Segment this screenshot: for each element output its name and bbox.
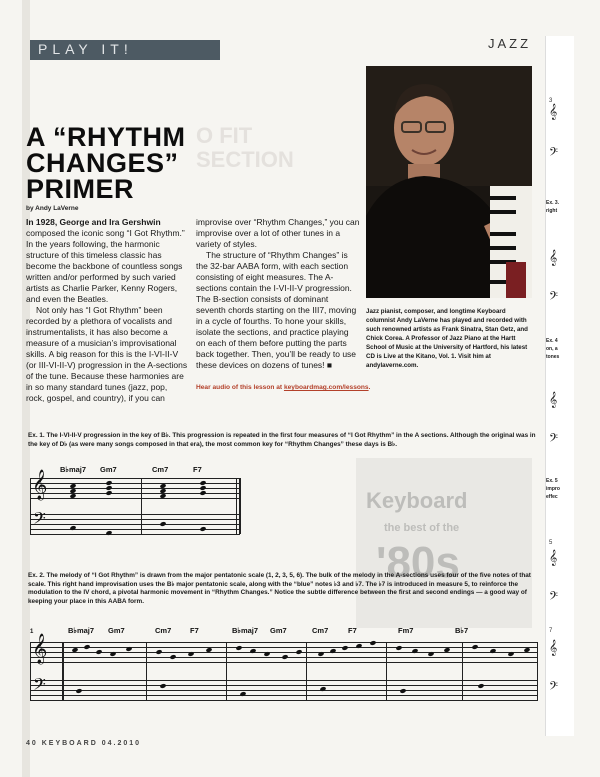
article-column-1: In 1928, George and Ira Gershwin composed the iconic song “I Got Rhythm.” In the years following, the harmonic structure of this timeless classic has become the backbone of countless songs written and/or performed by such varied artists as Charlie Parker, Kenny Rogers, and even the Beatles. Not only has “I Got Rhythm” been recorded by a plethora of vocalists and instrumentalists, it has also become a measure of a musician’s improvisational skills. A big reason for this is the I-VI-II-V (or III-VI-II-V) progression in the A-sections of the tune. Because these harmonies are in so many standard tunes (jazz, pop, rock, gospel, and country), if you can [26, 217, 188, 403]
bleed-through-ad: Keyboard the best of the '80s [356, 458, 532, 628]
bass-clef-icon: 𝄢 [549, 590, 559, 606]
example-1-description: Ex. 1. The I-VI-II-V progression in the key of B♭. This progression is repeated in the first four measures of “I Got Rhythm” in the A sections. Although the original was in the key of D♭ (as were many songs composed in that era), the most common key for “Rhythm Changes” these days is B♭. [28, 432, 536, 448]
article-column-2: improvise over “Rhythm Changes,” you can improvise over a lot of other tunes in a variety of styles. The structure of “Rhythm Changes” is the 32-bar AABA form, with each section consisting of eight measures. The A-sections contain the I-VI-II-V progression. The B-section consists of dominant seventh chords starting on the III7, moving in a cycle of fourths. To hone your skills, isolate the sections, and practice playing on each of them before putting the parts back together. Then, you’ll be ready to use these devices on dozens of tunes! ■ [196, 217, 360, 370]
chord-symbol: Gm7 [108, 626, 125, 635]
treble-clef-icon: 𝄞 [549, 640, 558, 656]
treble-clef-icon: 𝄞 [549, 392, 558, 408]
chord-symbol: B♭maj7 [232, 626, 259, 635]
end-mark: ■ [326, 360, 333, 370]
chord-symbol: B♭7 [455, 626, 469, 635]
photo-caption: Jazz pianist, composer, and longtime Keyboard columnist Andy LaVerne has played and recorded with such renowned artists as Frank Sinatra, Stan Getz, and Chick Corea. A Professor of Jazz Piano at the Hartt School of Music at the University of Hartford, his latest CD is Live at the Kitano, Vol. 1. Visit him at andylaverne.com. [366, 308, 528, 369]
treble-clef-icon: 𝄞 [549, 550, 558, 566]
chord-symbol: F7 [193, 465, 202, 474]
bleed-through-text: O FIT SECTION [196, 123, 294, 172]
bass-clef-icon: 𝄢 [549, 290, 559, 306]
chord-symbol: F7 [348, 626, 357, 635]
chord-symbol: Gm7 [100, 465, 117, 474]
treble-clef-icon: 𝄞 [32, 470, 48, 500]
chord-symbol: Fm7 [398, 626, 414, 635]
bass-clef-icon: 𝄢 [33, 674, 46, 698]
bass-clef-icon: 𝄢 [549, 680, 559, 696]
example-2-description: Ex. 2. The melody of “I Got Rhythm” is drawn from the major pentatonic scale (1, 2, 3, 5, 6). The bulk of the melody in the A-sections uses four of the five notes of that scale. This right hand improvisation uses the B♭ major pentatonic scale, along with the “blue” notes ♭3 and ♭7. The ♭7 is introduced in measure 5, to reinforce the modulation to the IV chord, a pivotal harmonic movement in “Rhythm Changes.” Notice the subtle difference between the first and second endings — a good way of keeping your place in this AABA form. [28, 572, 531, 605]
chord-symbol: Gm7 [270, 626, 287, 635]
page-footer: 40 KEYBOARD 04.2010 [26, 740, 142, 747]
author-photo-illustration [366, 66, 532, 298]
treble-clef-icon: 𝄞 [32, 634, 48, 664]
section-title: PLAY IT! [38, 41, 133, 57]
treble-clef-icon: 𝄞 [549, 104, 558, 120]
section-banner [30, 40, 220, 60]
treble-clef-icon: 𝄞 [549, 250, 558, 266]
bass-clef-icon: 𝄢 [549, 146, 559, 162]
bass-clef-icon: 𝄢 [33, 508, 46, 532]
bass-clef-icon: 𝄢 [549, 432, 559, 448]
article-title: A “RHYTHM CHANGES” PRIMER [26, 122, 186, 204]
chord-symbol: B♭maj7 [60, 465, 87, 474]
author-photo [366, 66, 532, 298]
chord-symbol: Cm7 [155, 626, 172, 635]
chord-symbol: Cm7 [152, 465, 169, 474]
lessons-link[interactable]: keyboardmag.com/lessons [283, 384, 369, 391]
audio-note: Hear audio of this lesson at keyboardmag.com/lessons. [196, 384, 371, 391]
lead-in: In 1928, George and Ira Gershwin [26, 217, 161, 227]
chord-symbol: F7 [190, 626, 199, 635]
magazine-page: PLAY IT! JAZZ O FIT SECTION A “RHYTHM CHANGES” PRIMER by Andy LaVerne In 1928, George and Ira Gershwin composed the iconic song “I Got Rhythm.” In the years following, the harmonic structure of this timeless classic has become the backbone of countless songs written and/or performed by such varied artists as Charlie Parker, Kenny Rogers, and even the Beatles. Not only has “I Got Rhythm” been recorded by a plethora of vocalists and instrumentalists, it has also become a measure of a musician’s improvisational skills. A big reason for this is the I-VI-II-V (or III-VI-II-V) progression in the A-sections of the tune. Because these harmonies are in so many standard tunes (jazz, pop, rock, gospel, and country), if you can improvise over “Rhythm Changes,” you can improvise over a lot of other tunes in a variety of styles. The structure of “Rhythm Changes” is the 32-bar AABA form, with each section consisting of eight measures. The A-sections contain the I-VI-II-V progression. The B-section consists of dominant seventh chords starting on the III7, moving in a cycle of fourths. To hone your skills, isolate the sections, and practice playing on each of them before putting the parts back together. Then, you’ll be ready to use these devices on dozens of tunes! ■ Hear audio of this lesson at keyboardmag.com/lessons. Jazz pianist, composer, and longtime Keyboard columnist Andy LaVerne has played and recorded with such renowned artists as Frank Sinatra, Stan Getz, and Chick Corea. A Professor of Jazz Piano at the Hartt School of Music at the University of Hartford, his latest CD is Live at the Kitano, Vol. 1. Visit him at andylaverne.com. Ex. 1. The I-VI-II-V progression in the key of B♭. This progression is repeated in the first four measures of “I Got Rhythm” in the A sections. Although the original was in the key of D♭ (as were many songs composed in that era), the most common key for “Rhythm Changes” these days is B♭. Keyboard the best of the '80s B♭maj7 Gm7 Cm7 F7 𝄞 𝄢 Ex. 2. The melody of “I Got Rhythm” is drawn from the major pentatonic scale (1, 2, 3, 5, 6). The bulk of the melody in the A-sections uses four of the five notes of that scale. This right hand improvisation uses the B♭ major pentatonic scale, along with the “blue” notes ♭3 and ♭7. The ♭7 is introduced in measure 5, to reinforce the modulation to the IV chord, a pivotal harmonic movement in “Rhythm Changes.” Notice the subtle difference between the first and second endings — a good way of keeping your place in this AABA form. B♭maj7 Gm7 Cm7 F7 B♭maj7 Gm7 Cm7 F7 Fm7 B♭7 1 𝄞 𝄢 3 𝄞 𝄢 Ex. 3. right 𝄞 𝄢 Ex. 4 on, a tones 𝄞 𝄢 Ex. 5 impro effec 5 𝄞 𝄢 7 𝄞 𝄢 40 KEYBOARD 04.2010 [0, 0, 600, 777]
byline: by Andy LaVerne [26, 205, 79, 212]
category-label: JAZZ [488, 36, 532, 51]
chord-symbol: B♭maj7 [68, 626, 95, 635]
measure-number: 1 [30, 629, 34, 635]
chord-symbol: Cm7 [312, 626, 329, 635]
